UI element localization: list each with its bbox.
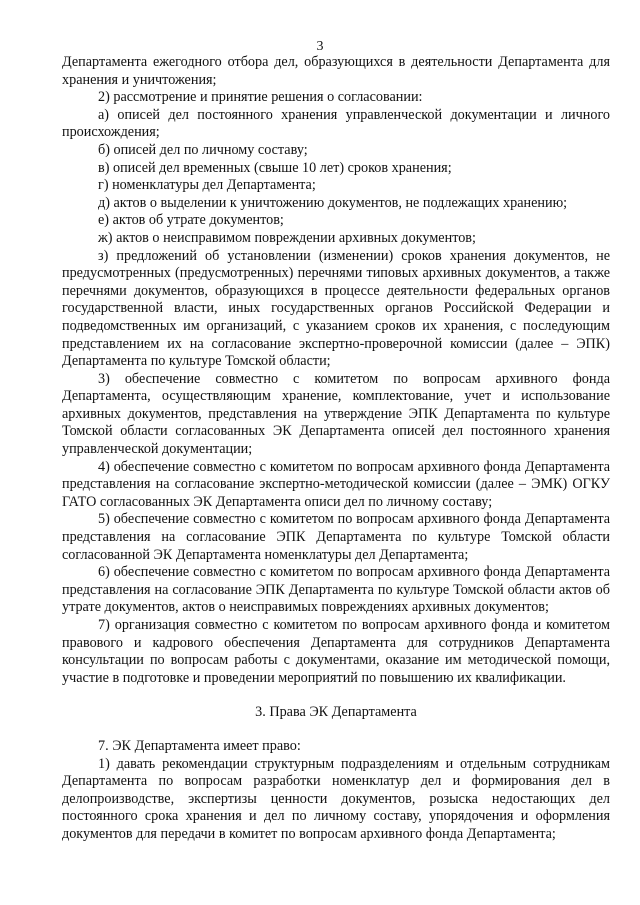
paragraph: д) актов о выделении к уничтожению документов, не подлежащих хранению; — [98, 194, 568, 211]
paragraph: в) описей дел временных (свыше 10 лет) сроков хранения; — [98, 159, 452, 176]
section-title: 3. Права ЭК Департамента — [255, 704, 417, 721]
paragraph: 2) рассмотрение и принятие решения о согласовании: — [98, 89, 423, 106]
section-3-rights — [62, 738, 610, 844]
paragraph: 6) обеспечение совместно с комитетом по вопросам архивного фонда Департамента представления на согласование ЭПК Департамента по культуре Томской области актов об утрате документов, актов о неисправимых повреждениях архивных документов; — [62, 564, 610, 616]
paragraph: б) описей дел по личному составу; — [98, 141, 308, 158]
paragraph: 1) давать рекомендации структурным подразделениям и отдельным сотрудникам Департамента по вопросам разработки номенклатур дел и формирования дел в делопроизводстве, экспертизы ценности документов, розыска недостающих дел постоянного срока хранения и дел по личному составу, упорядочения и оформления документов для передачи в комитет по вопросам архивного фонда Департамента; — [62, 755, 610, 842]
paragraph: з) предложений об установлении (изменении) сроков хранения документов, не предусмотренных (предусмотренных) перечнями типовых архивных документов, а также перечнями документов, образующихся в процессе деятельности федеральных органов государственной власти, иных государственных органов Российской Федерации и подведомственных им организаций, с указанием сроков их хранения, с последующим представлением их на согласование экспертно-проверочной комиссии (далее – ЭПК) Департамента по культуре Томской области; — [62, 247, 610, 370]
document-body — [62, 54, 610, 844]
paragraph: 4) обеспечение совместно с комитетом по вопросам архивного фонда Департамента представления на согласование экспертно-методической комиссии (далее – ЭМК) ОГКУ ГАТО согласованных ЭК Департамента описи дел по личному составу; — [62, 458, 610, 510]
paragraph: е) актов об утрате документов; — [98, 212, 284, 229]
paragraph: Департамента ежегодного отбора дел, образующихся в деятельности Департамента для хранения и уничтожения; — [62, 54, 610, 88]
paragraph: г) номенклатуры дел Департамента; — [98, 177, 316, 194]
paragraph: 5) обеспечение совместно с комитетом по вопросам архивного фонда Департамента представления на согласование ЭПК Департамента по культуре Томской области согласованной ЭК Департамента номенклатуры дел Департамента; — [62, 511, 610, 563]
paragraph: ж) актов о неисправимом повреждении архивных документов; — [98, 229, 476, 246]
page-number: 3 — [316, 39, 324, 54]
paragraph: 3) обеспечение совместно с комитетом по вопросам архивного фонда Департамента, осуществляющим хранение, комплектование, учет и использование архивных документов, представления на утверждение ЭПК Департамента по культуре Томской области согласованных ЭК Департамента описей дел постоянного хранения управленческой документации; — [62, 370, 610, 458]
paragraph: а) описей дел постоянного хранения управленческой документации и личного происхождения; — [62, 106, 610, 141]
paragraph: 7) организация совместно с комитетом по вопросам архивного фонда и комитетом правового и кадрового обеспечения Департамента для сотрудников Департамента консультации по вопросам работы с документами, оказание им методической помощи, участие в подготовке и проведении мероприятий по повышению их квалификации. — [62, 617, 610, 686]
section-2-functions — [62, 54, 610, 687]
paragraph: 7. ЭК Департамента имеет право: — [98, 737, 301, 754]
